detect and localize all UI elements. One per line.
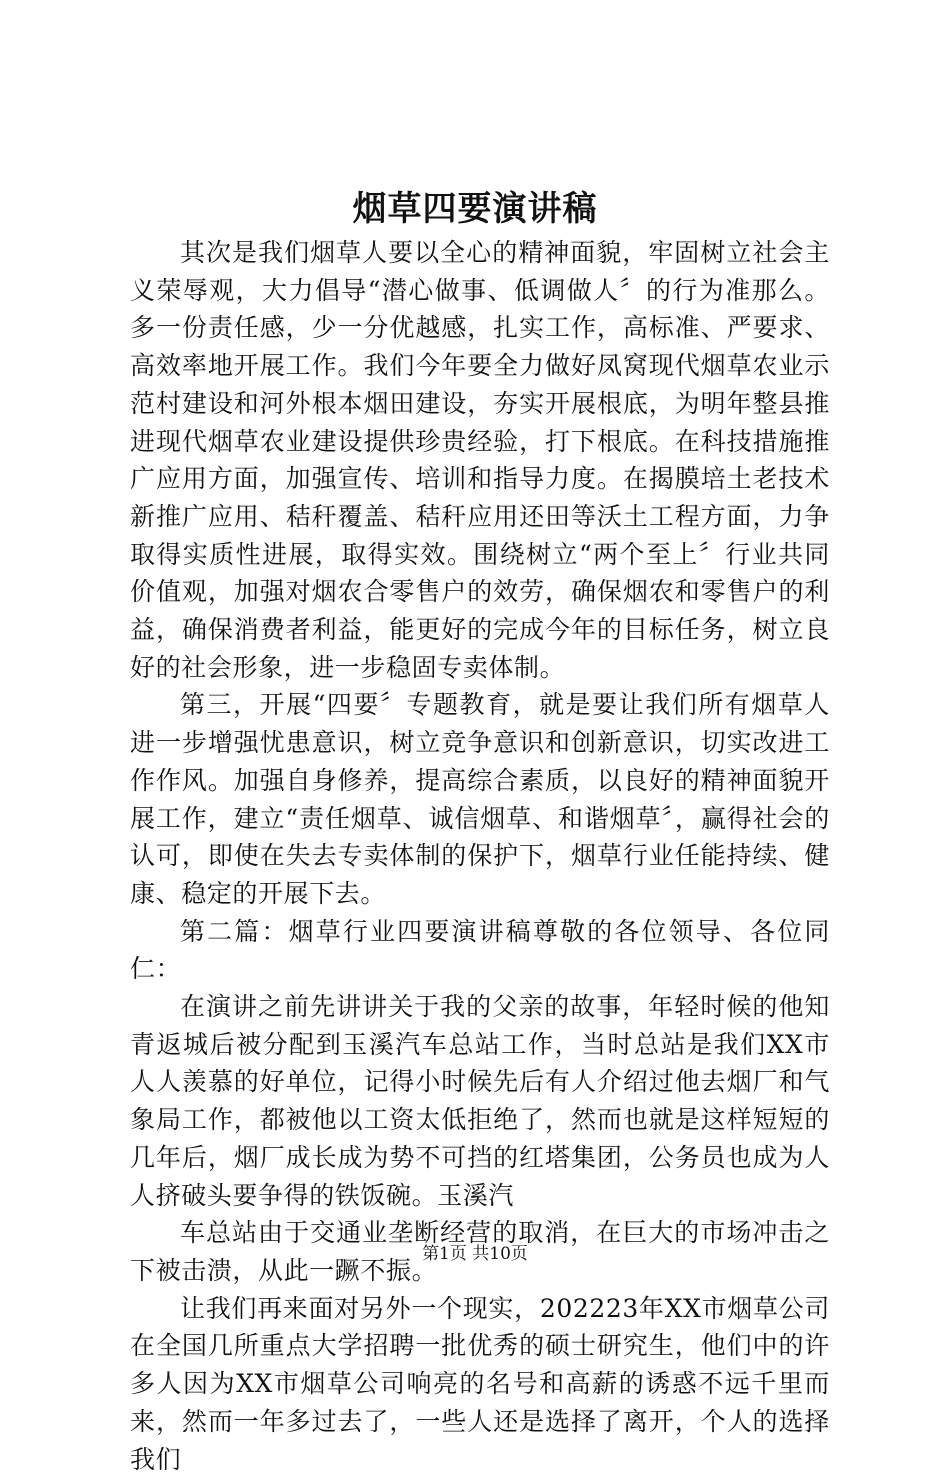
paragraph-1: 其次是我们烟草人要以全心的精神面貌，牢固树立社会主义荣辱观，大力倡导“潜心做事、低调做人〞的行为准那么。多一份责任感，少一分优越感，扎实工作，高标准、严要求、高效率地开展工作。我们今年要全力做好凤窝现代烟草农业示范村建设和河外根本烟田建设，夯实开展根底，为明年整县推进现代烟草农业建设提供珍贵经验，打下根底。在科技措施推广应用方面，加强宣传、培训和指导力度。在揭膜培土老技术新推广应用、秸秆覆盖、秸秆应用还田等沃土工程方面，力争取得实质性进展，取得实效。围绕树立“两个至上〞行业共同价值观，加强对烟农合零售户的效劳，确保烟农和零售户的利益，确保消费者利益，能更好的完成今年的目标任务，树立良好的社会形象，进一步稳固专卖体制。: [130, 238, 830, 682]
paragraph-6: 让我们再来面对另外一个现实，202223年XX市烟草公司在全国几所重点大学招聘一批优秀的硕士研究生，他们中的许多人因为XX市烟草公司响亮的名号和高薪的诱惑不远千里而来，然而一年多过去了，一些人还是选择了离开，个人的选择我们: [130, 1293, 830, 1474]
paragraph-5: 车总站由于交通业垄断经营的取消，在巨大的市场冲击之下被击溃，从此一蹶不振。: [130, 1218, 830, 1285]
page-footer: 第1页 共10页: [422, 1244, 528, 1264]
paragraph-4: 在演讲之前先讲讲关于我的父亲的故事，年轻时候的他知青返城后被分配到玉溪汽车总站工作，当时总站是我们XX市人人羡慕的好单位，记得小时候先后有人介绍过他去烟厂和气象局工作，都被他以工资太低拒绝了，然而也就是这样短短的几年后，烟厂成长成为势不可挡的红塔集团，公务员也成为人人挤破头要争得的铁饭碗。玉溪汽: [130, 992, 830, 1210]
page-title: 烟草四要演讲稿: [352, 189, 598, 229]
document-body: [130, 234, 830, 1478]
paragraph-3: 第二篇：烟草行业四要演讲稿尊敬的各位领导、各位同仁：: [130, 916, 830, 984]
paragraph-2: 第三，开展“四要〞专题教育，就是要让我们所有烟草人进一步增强忧患意识，树立竞争意识和创新意识，切实改进工作作风。加强自身修养，提高综合素质，以良好的精神面貌开展工作，建立“责任烟草、诚信烟草、和谐烟草〞，赢得社会的认可，即使在失去专卖体制的保护下，烟草行业任能持续、健康、稳定的开展下去。: [130, 690, 830, 908]
